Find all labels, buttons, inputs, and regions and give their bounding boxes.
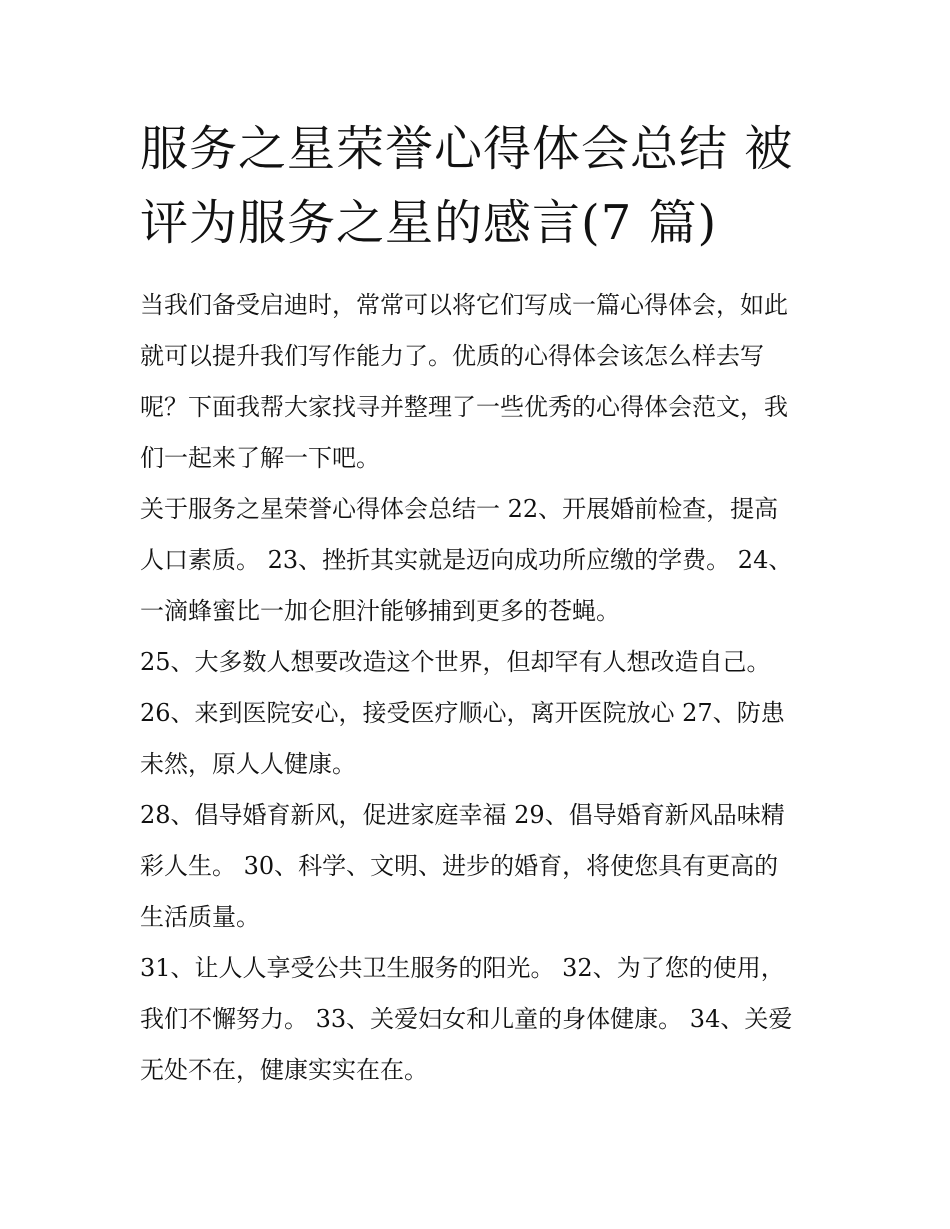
body-line: 关于服务之星荣誉心得体会总结一 22、开展婚前检查，提高: [140, 495, 779, 523]
body-line: 26、来到医院安心，接受医疗顺心，离开医院放心 27、防患: [140, 699, 785, 727]
body-line: 呢？下面我帮大家找寻并整理了一些优秀的心得体会范文，我: [140, 393, 788, 421]
body-line: 一滴蜂蜜比一加仑胆汁能够捕到更多的苍蝇。: [140, 597, 620, 625]
body-line: 无处不在，健康实实在在。: [140, 1056, 428, 1084]
body-line: 们一起来了解一下吧。: [140, 444, 380, 472]
body-line: 25、大多数人想要改造这个世界，但却罕有人想改造自己。: [140, 648, 771, 676]
body-line: 31、让人人享受公共卫生服务的阳光。 32、为了您的使用，: [140, 954, 785, 982]
body-line: 人口素质。 23、挫折其实就是迈向成功所应缴的学费。 24、: [140, 546, 793, 574]
body-line: 28、倡导婚育新风，促进家庭幸福 29、倡导婚育新风品味精: [140, 801, 785, 829]
body-line: 彩人生。 30、科学、文明、进步的婚育，将使您具有更高的: [140, 852, 779, 880]
body-line: 当我们备受启迪时，常常可以将它们写成一篇心得体会，如此: [140, 291, 788, 319]
document-body: [140, 280, 830, 1096]
document-title: [140, 112, 830, 260]
body-line: 未然，原人人健康。: [140, 750, 356, 778]
title-line: 评为服务之星的感言(7 篇): [140, 195, 718, 251]
title-line: 服务之星荣誉心得体会总结 被: [140, 121, 794, 177]
body-line: 生活质量。: [140, 903, 260, 931]
body-line: 就可以提升我们写作能力了。优质的心得体会该怎么样去写: [140, 342, 764, 370]
body-line: 我们不懈努力。 33、关爱妇女和儿童的身体健康。 34、关爱: [140, 1005, 793, 1033]
